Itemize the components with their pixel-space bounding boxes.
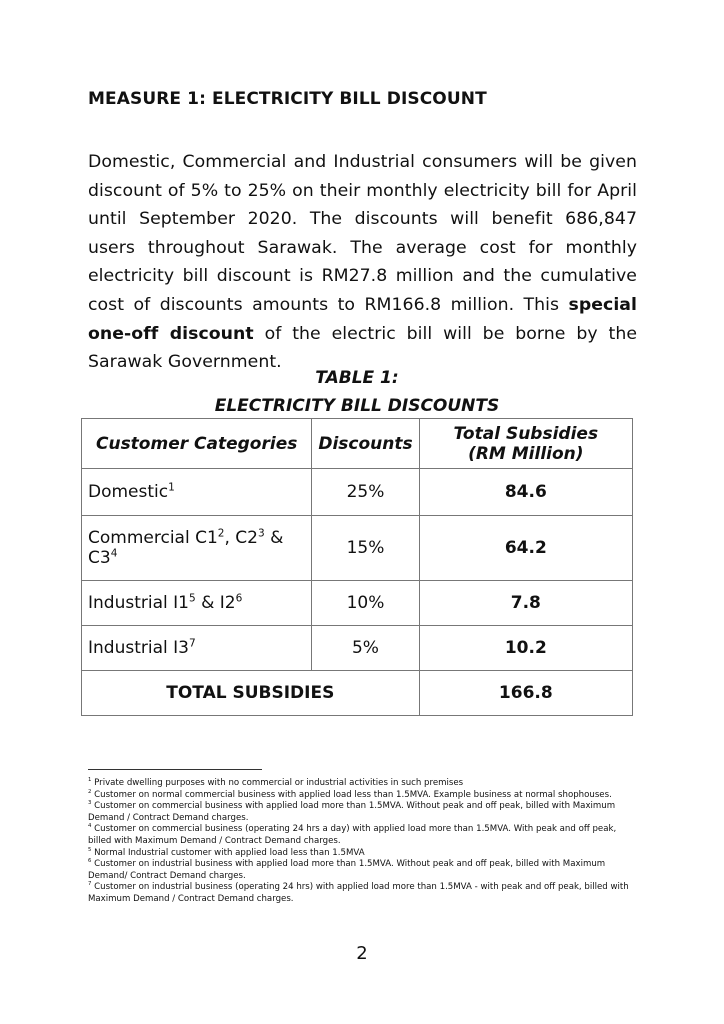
footnote-number: 6 — [88, 858, 92, 865]
subsidy-cell: 10.2 — [419, 626, 632, 671]
footnote-number: 2 — [88, 788, 92, 795]
paragraph-text-end: of the electric bill will be borne by the Sarawak Government. — [88, 323, 638, 373]
footnotes — [88, 778, 640, 906]
category-cell: Commercial $C1^2$, $C2^3$ & $C3^4$ — [82, 516, 312, 581]
header-customer-categories: Customer Categories — [82, 419, 312, 469]
footnote-text: Customer on commercial business with applied load more than 1.5MVA. Without peak and off peak, billed with Maximum Demand / Contract Demand charges. — [88, 801, 616, 823]
footnote — [88, 790, 640, 802]
subsidy-cell: 64.2 — [419, 516, 632, 581]
discount-cell: 15% — [312, 516, 419, 581]
table-row — [82, 469, 633, 516]
footnote-text: Customer on commercial business (operating 24 hrs a day) with applied load more than 1.5MVA. With peak and off peak, billed with Maximum Demand / Contract Demand charges. — [88, 824, 617, 846]
table-header-row — [82, 419, 633, 469]
discount-cell: 25% — [312, 469, 419, 516]
subsidy-cell: 84.6 — [419, 469, 632, 516]
total-label: TOTAL SUBSIDIES — [82, 671, 420, 716]
total-row — [82, 671, 633, 716]
table-caption-title: ELECTRICITY BILL DISCOUNTS — [214, 396, 500, 416]
discount-cell: 10% — [312, 581, 419, 626]
category-cell: Industrial $I3^7$ — [82, 626, 312, 671]
header-total-subsidies — [419, 419, 632, 469]
header-discounts: Discounts — [312, 419, 419, 469]
footnote — [88, 859, 640, 882]
footnote-number: 5 — [88, 846, 92, 853]
category-cell: Domestic$^1$ — [82, 469, 312, 516]
footnote-text: Customer on industrial business with applied load more than 1.5MVA. Without peak and off peak, billed with Maximum Demand/ Contract Demand charges. — [88, 859, 606, 881]
paragraph-emphasis: special one-off discount — [88, 294, 637, 344]
table-row — [82, 516, 633, 581]
footnote — [88, 778, 640, 790]
footnote-text: Private dwelling purposes with no commercial or industrial activities in such premises — [94, 778, 464, 788]
footnote-number: 4 — [88, 823, 92, 830]
table-row — [82, 626, 633, 671]
footnote — [88, 848, 640, 860]
footnote — [88, 801, 640, 824]
category-cell: Industrial $I1^5$ & $I2^6$ — [82, 581, 312, 626]
footnote-text: Customer on normal commercial business with applied load less than 1.5MVA. Example business at normal shophouses. — [94, 789, 612, 800]
body-paragraph — [88, 148, 637, 377]
subsidy-cell: 7.8 — [419, 581, 632, 626]
header-subsidies-line1: Total Subsidies — [453, 423, 599, 444]
page-number: 2 — [356, 943, 368, 964]
footnote-divider — [88, 769, 262, 770]
table-row — [82, 581, 633, 626]
paragraph-text: Domestic, Commercial and Industrial consumers will be given discount of 5% to 25% on their monthly electricity bill for April until September 2020. The discounts will benefit 686,847 users throughout Sarawak. The average cost for monthly electricity bill discount is RM27.8 million and the cumulative cost of discounts amounts to RM166.8 million. This — [88, 152, 637, 315]
total-value: 166.8 — [419, 671, 632, 716]
footnote-number: 1 — [88, 777, 92, 784]
section-heading: MEASURE 1: ELECTRICITY BILL DISCOUNT — [88, 89, 487, 109]
footnote-text: Normal Industrial customer with applied load less than 1.5MVA — [94, 847, 365, 858]
footnote — [88, 882, 640, 905]
header-subsidies-line2: (RM Million) — [468, 443, 584, 464]
footnote-number: 3 — [88, 800, 92, 807]
table-caption-label: TABLE 1: — [315, 368, 399, 388]
discount-table — [81, 418, 633, 716]
discount-cell: 5% — [312, 626, 419, 671]
footnote-text: Customer on industrial business (operating 24 hrs) with applied load more than 1.5MVA - with peak and off peak, billed with Maximum Demand / Contract Demand charges. — [88, 882, 629, 904]
footnote-number: 7 — [88, 881, 92, 888]
footnote — [88, 824, 640, 847]
